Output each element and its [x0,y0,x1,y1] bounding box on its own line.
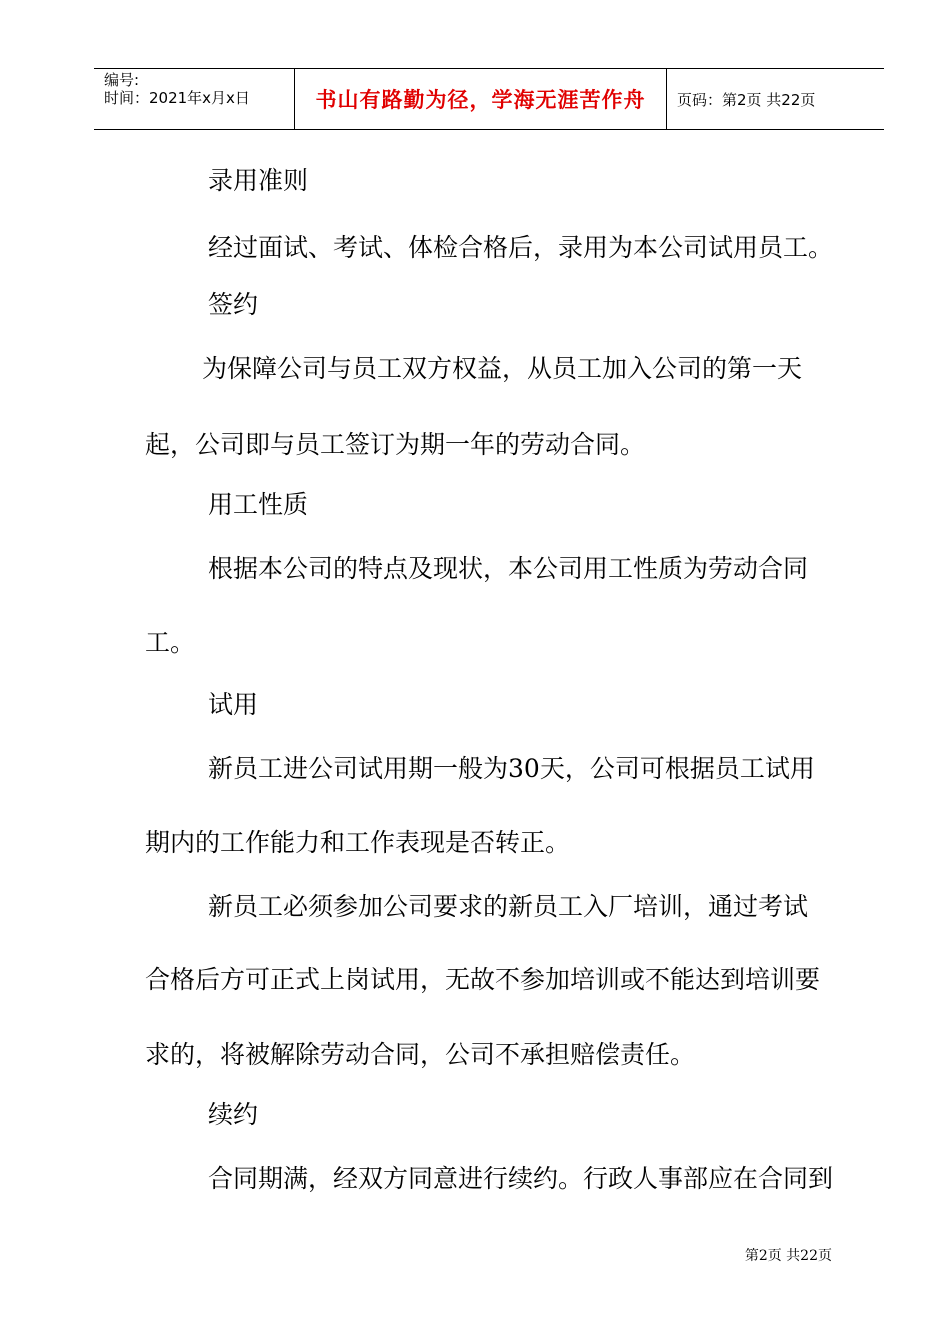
paragraph-training-line-1: 新员工必须参加公司要求的新员工入厂培训，通过考试 [208,892,809,921]
paragraph-hiring-criteria: 经过面试、考试、体检合格后，录用为本公司试用员工。 [208,233,834,262]
paragraph-probation-line-1: 新员工进公司试用期一般为30天，公司可根据员工试用 [208,754,815,783]
page-footer-number: 第2页 共22页 [744,1248,832,1264]
header-meta-cell [94,69,295,129]
document-time-label: 时间：2021年x月x日 [104,89,250,107]
page-header [94,68,884,130]
paragraph-employment-type-line-2: 工。 [145,628,196,657]
paragraph-probation-line-2: 期内的工作能力和工作表现是否转正。 [145,828,571,857]
section-heading-probation: 试用 [208,690,259,719]
header-page-number: 页码：第2页 共22页 [677,90,816,109]
header-motto: 书山有路勤为径，学海无涯苦作舟 [315,88,646,112]
section-heading-employment-type: 用工性质 [208,490,309,519]
header-motto-cell [295,69,667,129]
section-heading-renewal: 续约 [208,1100,259,1129]
paragraph-employment-type-line-1: 根据本公司的特点及现状，本公司用工性质为劳动合同 [208,554,809,583]
paragraph-contract-line-2: 起，公司即与员工签订为期一年的劳动合同。 [145,430,646,459]
header-page-cell [667,69,884,129]
paragraph-training-line-2: 合格后方可正式上岗试用，无故不参加培训或不能达到培训要 [145,965,821,994]
section-heading-contract: 签约 [208,290,259,319]
paragraph-contract-line-1: 为保障公司与员工双方权益，从员工加入公司的第一天 [202,354,803,383]
paragraph-training-line-3: 求的，将被解除劳动合同，公司不承担赔偿责任。 [145,1040,696,1069]
paragraph-renewal-line-1: 合同期满，经双方同意进行续约。行政人事部应在合同到 [208,1164,834,1193]
document-number-label: 编号: [104,71,140,89]
section-heading-hiring-criteria: 录用准则 [208,166,309,195]
